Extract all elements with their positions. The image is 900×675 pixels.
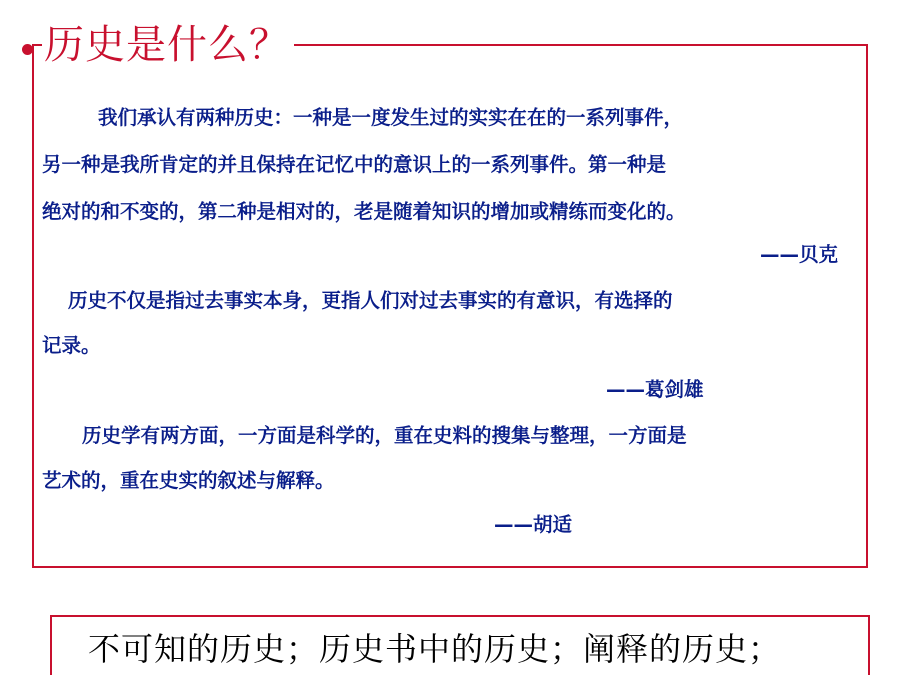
- quote2-line1: 历史不仅是指过去事实本身，更指人们对过去事实的有意识，有选择的: [68, 289, 673, 312]
- page-title: 历史是什么？: [42, 18, 294, 72]
- quote1-line2: 另一种是我所肯定的并且保持在记忆中的意识上的一系列事件。第一种是: [42, 153, 667, 176]
- bullet-icon: [22, 44, 33, 55]
- quote1-line3: 绝对的和不变的，第二种是相对的，老是随着知识的增加或精练而变化的。: [42, 200, 686, 223]
- quote3-line1: 历史学有两方面，一方面是科学的，重在史料的搜集与整理，一方面是: [82, 424, 687, 447]
- quote2-attribution: ——葛剑雄: [606, 378, 704, 401]
- quote1-line1: 我们承认有两种历史：一种是一度发生过的实实在在的一系列事件，: [98, 106, 684, 129]
- quote2-line2: 记录。: [42, 334, 101, 357]
- quote3-line2: 艺术的，重在史实的叙述与解释。: [42, 469, 335, 492]
- quote1-attribution: ——贝克: [760, 243, 839, 266]
- summary-text: 不可知的历史；历史书中的历史；阐释的历史；: [88, 630, 782, 668]
- quote3-attribution: ——胡适: [494, 513, 573, 536]
